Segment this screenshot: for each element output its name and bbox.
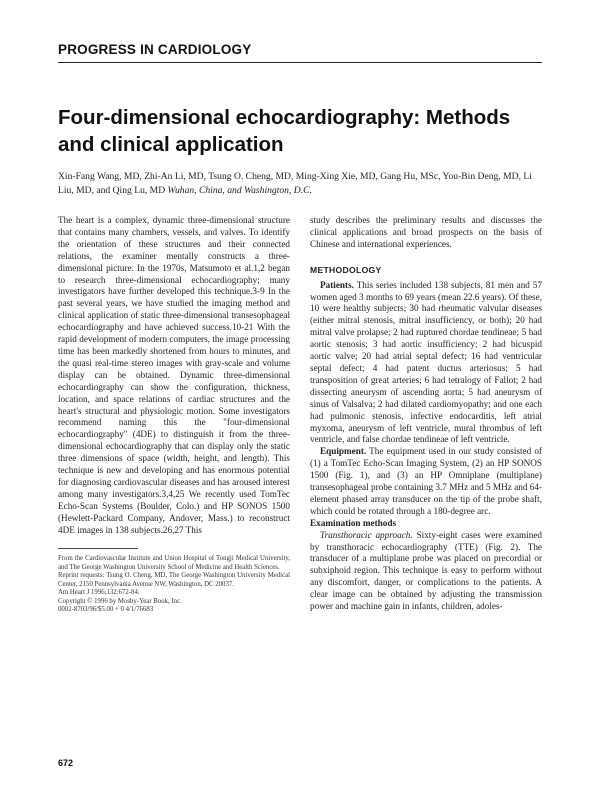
author-list (58, 170, 538, 198)
page-number: 672 (58, 758, 74, 768)
right-column (310, 215, 542, 613)
left-column (58, 215, 290, 614)
footnote-divider (58, 548, 138, 549)
transthoracic-paragraph (310, 530, 542, 613)
intro-paragraph: The heart is a complex, dynamic three-dimensional structure that contains many chambers, vessels, and valves. To identify the orientation of these structures and their connected relations, the examiner mentally constructs a three-dimensional picture. In the 1970s, Matsumoto et al.1,2 began to research three-dimensional echocardiography; many investigators have further developed this technique.3-9 In the past several years, we have studied the imaging method and clinical application of static three-dimensional transesophageal echocardiography and have achieved success.10-21 With the rapid development of modern computers, the image processing time has been markedly shortened from hours to minutes, and the quasi real-time stereo images with gray-scale and volume display can be obtained. Dynamic three-dimensional echocardiography can show the configuration, thickness, location, and space relations of cardiac structures and the heart's structural and physiologic motion. Some investigators recommend naming this the "four-dimensional echocardiography" (4DE) to distinguish it from the three-dimensional echocardiography that can display only the static three dimensions of space (width, height, and length). This technique is new and developing and has enormous potential for diagnosing cardiovascular diseases and has aroused interest among many investigators.3,4,25 We recently used TomTec Echo-Scan Systems (Boulder, Colo.) and HP SONOS 1500 (Hewlett-Packard Company, Andover, Mass.) to reconstruct 4DE images in 138 subjects.26,27 This (58, 215, 290, 535)
methodology-heading: METHODOLOGY (310, 264, 382, 275)
intro-continuation: study describes the preliminary results and discusses the clinical applications and broad prospects on the basis of Chinese and international experiences. (310, 215, 542, 249)
article-title: Four-dimensional echocardiography: Methods and clinical application (58, 106, 511, 156)
header-rule (58, 62, 542, 63)
examination-methods-heading: Examination methods (310, 517, 397, 528)
footnote-reprint: Reprint requests: Tsung O. Cheng, MD, The George Washington University Medical Center, 2150 Pennsylvania Avenue NW, Washington, DC 20037. (58, 572, 290, 588)
authors-place: Wuhan, China, and Washington, D.C. (167, 185, 312, 196)
patients-label: Patients. (320, 279, 354, 290)
equipment-text: The equipment used in our study consisted of (1) a TomTec Echo-Scan Imaging System, (2) an HP SONOS 1500 (Fig. 1), and (3) an HP Omniplane (multiplane) transesophageal probe containing 3.7 MHz and 5 MHz and 64-element phased array transducer on the tip of the probe shaft, which could be rotated through a 180-degree arc. (310, 446, 542, 516)
footnote-copyright: Copyright © 1996 by Mosby-Year Book, Inc. (58, 597, 182, 605)
transthoracic-text: Sixty-eight cases were examined by transthoracic echocardiography (TTE) (Fig. 2). The transducer of a multiplane probe was placed on precordial or subxiphoid region. This technique is easy to perform without any discomfort, danger, or complications to the patients. A clear image can be obtained by adjusting the transmission power and machine gain in infants, children, adoles- (310, 529, 543, 612)
equipment-paragraph (310, 446, 542, 517)
footnote-code: 0002-8703/96/$5.00 + 0 4/1/76683 (58, 605, 154, 613)
transthoracic-label: Transthoracic approach. (320, 529, 413, 540)
patients-paragraph (310, 280, 542, 447)
equipment-label: Equipment. (320, 446, 367, 457)
section-label: PROGRESS IN CARDIOLOGY (58, 42, 252, 57)
patients-text: This series included 138 subjects, 81 men and 57 women aged 3 months to 69 years (mean 22.6 years). Of these, 10 were healthy subjects; 30 had rheumatic valvular diseases (either mitral stenosis, mitral insufficiency, or both); 20 had mitral valve prolapse; 2 had ruptured chordae tendineae; 5 had aortic stenosis; 3 had aortic insufficiency; 2 had bicuspid aortic valve; 20 had atrial septal defect; 16 had ventricular septal defect; 4 had patent ductus arteriosus; 5 had transposition of great arteries; 6 had tetralogy of Fallot; 2 had dissecting aneurysm of ascending aorta; 5 had aneurysm of sinus of Valsalva; 2 had dilated cardiomyopathy; and one each had pulmonic stenosis, infective endocarditis, left atrial myxoma, aneurysm of left ventricle, mural thrombus of left ventricle, and false chordae tendineae of left ventricle. (310, 279, 542, 445)
authors-names: Xin-Fang Wang, MD, Zhi-An Li, MD, Tsung O. Cheng, MD, Ming-Xing Xie, MD, Gang Hu, MSc, You-Bin Deng, MD, Li Liu, MD, and Qing Lu, MD (58, 171, 532, 196)
footnote-affiliation: From the Cardiovascular Institute and Union Hospital of Tongji Medical University, and The George Washington University School of Medicine and Health Sciences. (58, 555, 290, 571)
footnote-citation: Am Heart J 1996;132:672-84. (58, 589, 140, 597)
